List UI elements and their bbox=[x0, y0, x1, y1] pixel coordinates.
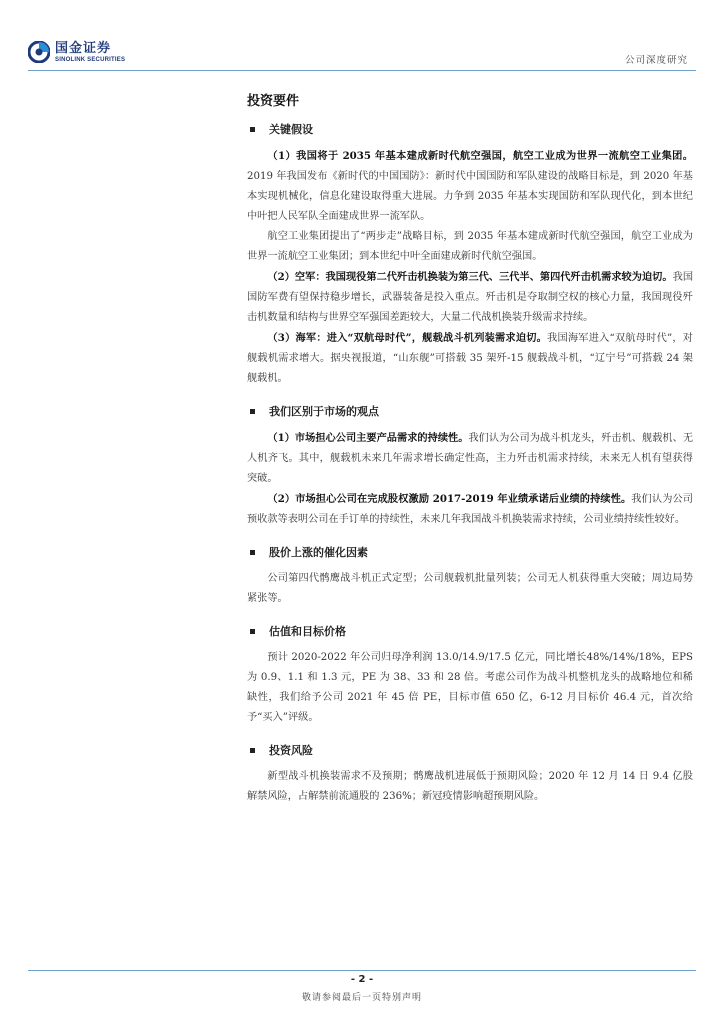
paragraph-body: 我们认为公司预收款等表明公司在手订单的持续性，未来几年我国战斗机换装需求持续，公司业绩持续性较好。 bbox=[247, 494, 693, 525]
section-key-assumptions bbox=[247, 121, 693, 389]
report-type-label: 公司深度研究 bbox=[624, 55, 688, 66]
paragraph bbox=[247, 428, 693, 489]
paragraph bbox=[247, 569, 693, 609]
section-heading-text: 我们区别于市场的观点 bbox=[269, 405, 379, 418]
paragraph-lead: （1）市场担心公司主要产品需求的持续性。 bbox=[267, 432, 469, 444]
paragraph-lead: （2）市场担心公司在完成股权激励 2017-2019 年业绩承诺后业绩的持续性。 bbox=[267, 493, 632, 505]
paragraph-lead: （1）我国将于 2035 年基本建成新时代航空强国，航空工业成为世界一流航空工业集团。 bbox=[267, 150, 693, 162]
page-number: - 2 - bbox=[350, 974, 374, 985]
paragraph-body: 我国国防军费有望保持稳步增长，武器装备是投入重点。歼击机是夺取制空权的核心力量，我国现役歼击机数量和结构与世界空军强国差距较大，大量二代战机换装升级需求持续。 bbox=[247, 272, 694, 323]
paragraph bbox=[247, 267, 693, 328]
paragraph-body: 我国海军进入“双航母时代”，对舰载机需求增大。据央视报道，“山东舰”可搭载 35 架歼-15 舰载战斗机，“辽宁号”可搭载 24 架舰载机。 bbox=[247, 333, 693, 384]
square-bullet-icon bbox=[250, 629, 255, 634]
header-divider bbox=[28, 70, 696, 71]
paragraph-lead: （2）空军：我国现役第二代歼击机换装为第三代、三代半、第四代歼击机需求较为迫切。 bbox=[267, 271, 673, 283]
square-bullet-icon bbox=[250, 127, 255, 132]
section-heading-text: 股价上涨的催化因素 bbox=[269, 546, 368, 559]
logo-mark-icon bbox=[28, 41, 50, 63]
section-heading bbox=[247, 403, 693, 419]
square-bullet-icon bbox=[250, 748, 255, 753]
paragraph-body: 航空工业集团提出了“两步走”战略目标，到 2035 年基本建成新时代航空强国，航空工业成为世界一流航空工业集团；到本世纪中叶全面建成新时代航空强国。 bbox=[247, 231, 693, 262]
paragraph bbox=[247, 489, 693, 530]
page-header bbox=[0, 0, 724, 72]
section-valuation bbox=[247, 623, 693, 728]
square-bullet-icon bbox=[250, 550, 255, 555]
disclaimer-note: 敬请参阅最后一页特别声明 bbox=[301, 993, 422, 1003]
section-heading-text: 投资风险 bbox=[269, 744, 313, 757]
logo-text-cn: 国金证券 bbox=[55, 40, 112, 56]
paragraph-lead: （3）海军：进入“双航母时代”，舰载战斗机列装需求迫切。 bbox=[267, 332, 548, 344]
paragraph bbox=[247, 328, 693, 389]
section-heading bbox=[247, 544, 693, 560]
section-heading-text: 估值和目标价格 bbox=[269, 625, 346, 638]
square-bullet-icon bbox=[250, 409, 255, 414]
paragraph bbox=[247, 767, 693, 807]
section-heading bbox=[247, 623, 693, 639]
paragraph-body: 新型战斗机换装需求不及预期；鹘鹰战机进展低于预期风险；2020 年 12 月 14 日 9.4 亿股解禁风险，占解禁前流通股的 236%；新冠疫情影响超预期风险。 bbox=[247, 771, 693, 802]
section-differentiated-view bbox=[247, 403, 693, 530]
paragraph bbox=[247, 146, 693, 227]
paragraph bbox=[247, 227, 693, 267]
paragraph-body: 2019 年我国发布《新时代的中国国防》：新时代中国国防和军队建设的战略目标是，到 2020 年基本实现机械化，信息化建设取得重大进展。力争到 2035 年基本实现国防和军队现代化，到本世纪中叶把人民军队全面建成世界一流军队。 bbox=[247, 171, 693, 222]
page-title: 投资要件 bbox=[247, 94, 300, 109]
section-heading bbox=[247, 742, 693, 758]
section-catalysts bbox=[247, 544, 693, 609]
paragraph-body: 公司第四代鹘鹰战斗机正式定型；公司舰载机批量列装；公司无人机获得重大突破；周边局势紧张等。 bbox=[247, 573, 693, 604]
section-heading-text: 关键假设 bbox=[269, 123, 313, 136]
logo-text-en: SINOLINK SECURITIES bbox=[55, 56, 126, 63]
paragraph-body: 我们认为公司为战斗机龙头，歼击机、舰载机、无人机齐飞。其中，舰载机未来几年需求增长确定性高，主力歼击机需求持续，未来无人机有望获得突破。 bbox=[247, 433, 694, 484]
paragraph-body: 预计 2020-2022 年公司归母净利润 13.0/14.9/17.5 亿元，同比增长48%/14%/18%，EPS 为 0.9、1.1 和 1.3 元，PE 为 38、33 和 28 倍。考虑公司作为战斗机整机龙头的战略地位和稀缺性，我们给予公司 2021 年 45 倍 PE，目标市值 650 亿，6-12 月目标价 46.4 元，首次给予“买入”评级。 bbox=[247, 652, 693, 723]
footer-divider bbox=[28, 970, 696, 971]
section-heading bbox=[247, 121, 693, 137]
main-content bbox=[247, 90, 693, 815]
section-risks bbox=[247, 742, 693, 807]
company-logo bbox=[28, 41, 125, 63]
paragraph bbox=[247, 648, 693, 728]
